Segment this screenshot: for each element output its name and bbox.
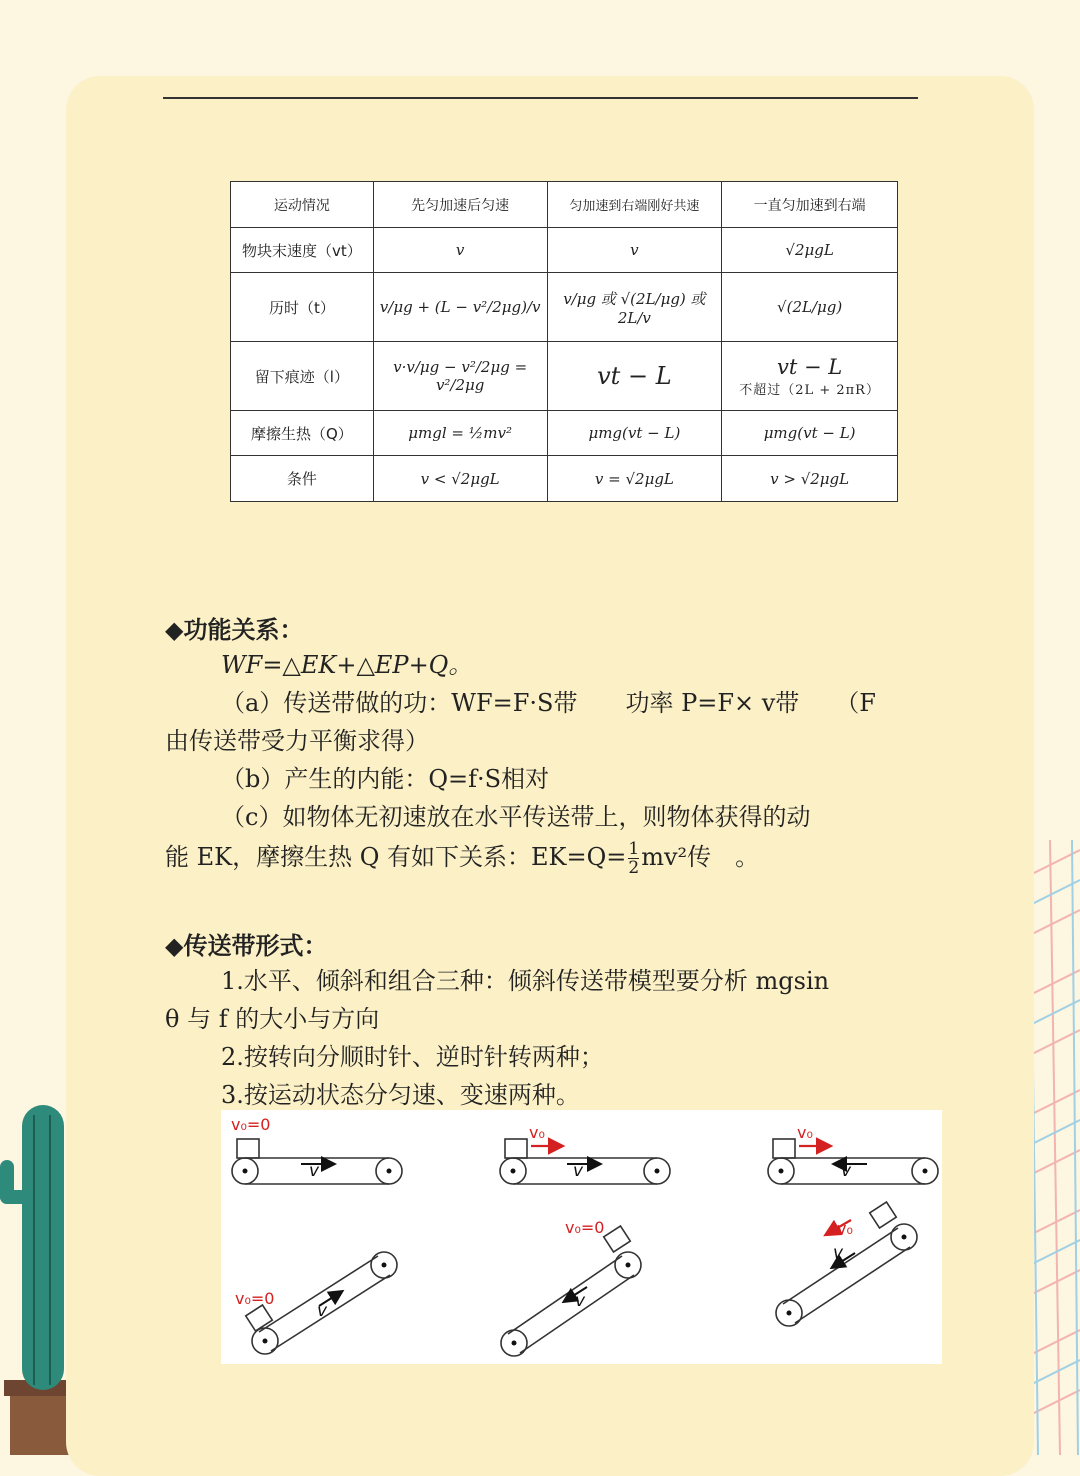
row-label: 留下痕迹（l） [231, 342, 374, 411]
section-title-energy: ◆功能关系： [165, 616, 304, 644]
table-row [231, 228, 898, 273]
label-v0-2: v₀ [529, 1123, 545, 1142]
table-cell: μmg(vt − L) [547, 411, 722, 456]
row-label: 历时（t） [231, 273, 374, 342]
header-cell: 先匀加速后匀速 [373, 182, 547, 228]
table-cell: μmgl = ½mv² [373, 411, 547, 456]
belt-horizontal-3 [768, 1139, 938, 1184]
trace-formula: vt − L [777, 354, 843, 379]
table-row [231, 456, 898, 502]
header-cell: 一直匀加速到右端 [722, 182, 898, 228]
label-v: v [575, 1291, 586, 1311]
label-v0-5: v₀=0 [565, 1218, 605, 1237]
condition-cell: v < √2μgL [373, 456, 547, 502]
row-label: 物块末速度（vt） [231, 228, 374, 273]
relation-text: 能 EK，摩擦生热 Q 有如下关系：EK=Q= [165, 843, 627, 871]
energy-formula: WF=△EK+△EP+Q。 [221, 651, 473, 679]
table-row [231, 342, 898, 411]
belt-incline-2 [501, 1226, 641, 1356]
list-item-cont: θ 与 f 的大小与方向 [165, 1005, 380, 1033]
row-label: 摩擦生热（Q） [231, 411, 374, 456]
work-line-cont: 由传送带受力平衡求得） [165, 727, 429, 755]
top-divider [163, 97, 918, 99]
work-line: （a）传送带做的功：WF=F·S带 功率 P=F× v带 （F [221, 689, 876, 717]
label-v0-1: v₀=0 [231, 1115, 271, 1134]
table-row [231, 411, 898, 456]
label-v: v [841, 1161, 852, 1181]
energy-relation-cont [165, 838, 925, 877]
table-cell: v/μg 或 √(2L/μg) 或 2L/v [547, 273, 722, 342]
table-cell: v [547, 228, 722, 273]
list-item: 3.按运动状态分匀速、变速两种。 [221, 1081, 580, 1109]
table-cell: √2μgL [722, 228, 898, 273]
belt-horizontal-2 [500, 1139, 670, 1184]
heat-line: （b）产生的内能：Q=f·S相对 [221, 765, 550, 793]
label-v: v [317, 1301, 328, 1321]
conveyor-diagram [221, 1110, 942, 1364]
table-cell: μmg(vt − L) [722, 411, 898, 456]
table-cell: v·v/μg − v²/2μg = v²/2μg [373, 342, 547, 411]
summary-table [230, 181, 898, 502]
table-row [231, 273, 898, 342]
section-title-belt-types: ◆传送带形式： [165, 932, 328, 960]
condition-cell: v = √2μgL [547, 456, 722, 502]
label-v: v [833, 1243, 844, 1263]
list-item: 2.按转向分顺时针、逆时针转两种； [221, 1043, 604, 1071]
label-v: v [573, 1161, 584, 1181]
header-cell: 匀加速到右端刚好共速 [547, 182, 722, 228]
list-item: 1.水平、倾斜和组合三种：倾斜传送带模型要分析 mgsin [221, 967, 830, 995]
table-header-row [231, 182, 898, 228]
label-v0-6: v₀ [837, 1219, 853, 1238]
table-cell: v/μg + (L − v²/2μg)/v [373, 273, 547, 342]
table-cell: vt − L [547, 342, 722, 411]
label-v: v [309, 1161, 320, 1181]
table-cell: v [373, 228, 547, 273]
table-cell [722, 342, 898, 411]
header-cell: 运动情况 [231, 182, 374, 228]
relation-tail: mv²传 。 [641, 843, 760, 871]
table-cell: √(2L/μg) [722, 273, 898, 342]
energy-relation-line: （c）如物体无初速放在水平传送带上，则物体获得的动 [221, 803, 811, 831]
half-fraction: $\frac{1}{2}$ [628, 839, 640, 878]
condition-cell: v > √2μgL [722, 456, 898, 502]
label-v0-4: v₀=0 [235, 1289, 275, 1308]
trace-note: 不超过（2L + 2πR） [739, 382, 880, 398]
label-v0-3: v₀ [797, 1123, 813, 1142]
row-label: 条件 [231, 456, 374, 502]
